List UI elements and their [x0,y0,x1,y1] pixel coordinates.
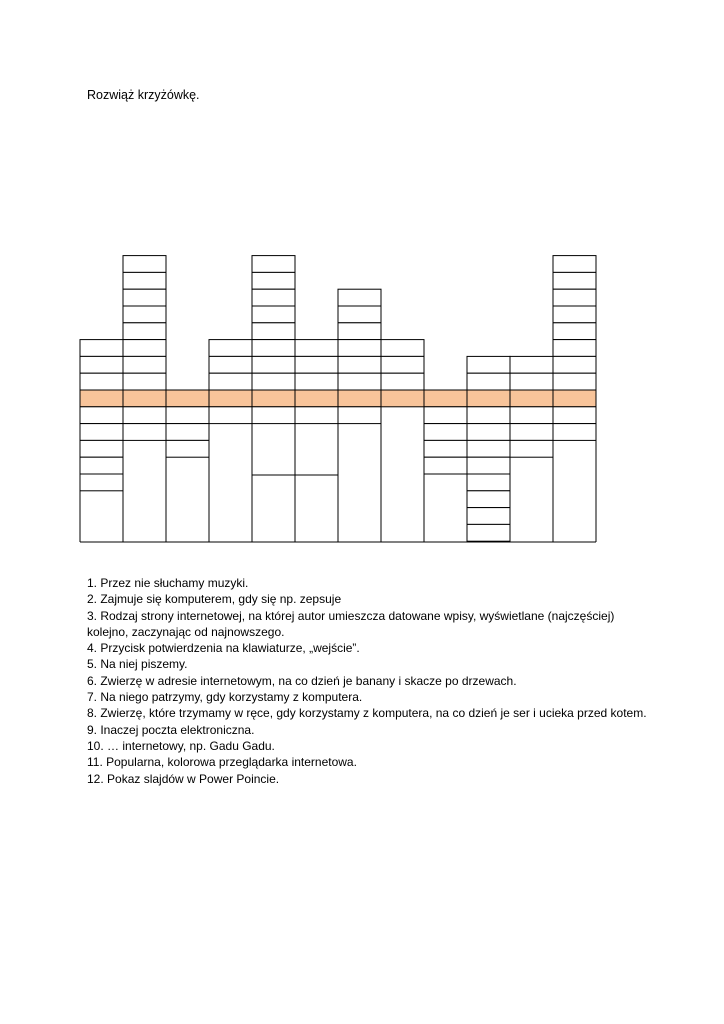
crossword-cell[interactable] [252,356,295,373]
clue-item: 4. Przycisk potwierdzenia na klawiaturze, „wejście”. [87,641,360,656]
crossword-cell[interactable] [510,407,553,424]
crossword-cell[interactable] [424,407,467,424]
crossword-cell[interactable] [510,424,553,441]
clue-item: 5. Na niej piszemy. [87,657,188,672]
clue-item: 11. Popularna, kolorowa przeglądarka internetowa. [87,755,357,770]
clue-item: 6. Zwierzę w adresie internetowym, na co dzień je banany i skacze po drzewach. [87,673,517,688]
keyword-cell[interactable] [166,390,209,407]
clue-item: 2. Zajmuje się komputerem, gdy się np. zepsuje [87,592,342,607]
clue-item: 8. Zwierzę, które trzymamy w ręce, gdy korzystamy z komputera, na co dzień je ser i ucieka przed kotem. [87,706,647,721]
crossword-cell[interactable] [381,340,424,357]
clue-item: 1. Przez nie słuchamy muzyki. [87,576,249,590]
crossword-cell[interactable] [80,440,123,457]
keyword-cell[interactable] [252,390,295,407]
crossword-cell[interactable] [252,407,295,424]
crossword-cell[interactable] [553,323,596,340]
crossword-cell[interactable] [123,289,166,306]
crossword-cell[interactable] [123,256,166,273]
keyword-cell[interactable] [467,390,510,407]
crossword-cell[interactable] [553,407,596,424]
keyword-cell[interactable] [510,390,553,407]
crossword-cell[interactable] [510,373,553,390]
crossword-cell[interactable] [467,524,510,541]
clue-item: 10. … internetowy, np. Gadu Gadu. [87,738,275,753]
crossword-cell[interactable] [467,508,510,525]
crossword-cell[interactable] [252,323,295,340]
crossword-cell[interactable] [467,373,510,390]
crossword-cell[interactable] [123,306,166,323]
crossword-cell[interactable] [252,373,295,390]
crossword-cell[interactable] [209,407,252,424]
keyword-cell[interactable] [295,390,338,407]
crossword-cell[interactable] [553,424,596,441]
crossword-cell[interactable] [166,424,209,441]
crossword-cell[interactable] [467,356,510,373]
crossword-cell[interactable] [338,340,381,357]
crossword-cell[interactable] [252,306,295,323]
crossword-cell[interactable] [424,440,467,457]
crossword-cell[interactable] [553,256,596,273]
crossword-cell[interactable] [295,373,338,390]
clue-item: 3. Rodzaj strony internetowej, na której autor umieszcza datowane wpisy, wyświetlane (najczęściej) kolejno, zaczynając od najnowszego. [87,608,615,639]
crossword-cell[interactable] [252,340,295,357]
crossword-cell[interactable] [123,373,166,390]
crossword-cell[interactable] [338,373,381,390]
crossword-cell[interactable] [553,356,596,373]
crossword-cell[interactable] [338,289,381,306]
crossword-cell[interactable] [80,356,123,373]
crossword-cell[interactable] [80,407,123,424]
crossword-cell[interactable] [553,373,596,390]
crossword-cell[interactable] [80,373,123,390]
keyword-cell[interactable] [80,390,123,407]
clue-list [87,575,647,787]
crossword-cell[interactable] [209,373,252,390]
crossword-cell[interactable] [467,474,510,491]
crossword-cell[interactable] [338,407,381,424]
crossword-cell[interactable] [252,289,295,306]
crossword-cell[interactable] [381,356,424,373]
crossword-cell[interactable] [80,424,123,441]
crossword-cell[interactable] [510,356,553,373]
crossword-cell[interactable] [123,340,166,357]
crossword-cell[interactable] [80,474,123,491]
crossword-cell[interactable] [467,407,510,424]
crossword-cell[interactable] [467,440,510,457]
crossword-cell[interactable] [467,457,510,474]
crossword-cell[interactable] [553,272,596,289]
crossword-cell[interactable] [553,289,596,306]
crossword-cell[interactable] [467,424,510,441]
crossword-cell[interactable] [123,323,166,340]
crossword-cell[interactable] [166,407,209,424]
crossword-cell[interactable] [123,356,166,373]
crossword-cell[interactable] [553,306,596,323]
crossword-cell[interactable] [123,424,166,441]
crossword-cell[interactable] [252,272,295,289]
crossword-cell[interactable] [123,407,166,424]
crossword-cell[interactable] [295,407,338,424]
crossword-cell[interactable] [424,457,467,474]
crossword-cell[interactable] [510,440,553,457]
keyword-cell[interactable] [553,390,596,407]
crossword-cell[interactable] [80,340,123,357]
crossword-cell[interactable] [381,373,424,390]
crossword-cell[interactable] [424,424,467,441]
keyword-cell[interactable] [209,390,252,407]
crossword-cell[interactable] [553,340,596,357]
clue-item: 9. Inaczej poczta elektroniczna. [87,722,255,737]
crossword-cell[interactable] [338,323,381,340]
keyword-cell[interactable] [424,390,467,407]
keyword-cell[interactable] [338,390,381,407]
crossword-cell[interactable] [80,457,123,474]
clue-item: 12. Pokaz slajdów w Power Poincie. [87,771,280,786]
crossword-cell[interactable] [209,340,252,357]
crossword-cell[interactable] [123,272,166,289]
keyword-cell[interactable] [381,390,424,407]
crossword-cell[interactable] [209,356,252,373]
crossword-cell[interactable] [252,256,295,273]
clue-item: 7. Na niego patrzymy, gdy korzystamy z komputera. [87,690,363,705]
crossword-cell[interactable] [295,340,338,357]
instruction-text: Rozwiąż krzyżówkę. [87,88,200,102]
keyword-cell[interactable] [123,390,166,407]
crossword-cell[interactable] [467,491,510,508]
crossword-cell[interactable] [338,356,381,373]
crossword-cell[interactable] [166,440,209,457]
crossword-cell[interactable] [338,306,381,323]
crossword-cell[interactable] [295,356,338,373]
